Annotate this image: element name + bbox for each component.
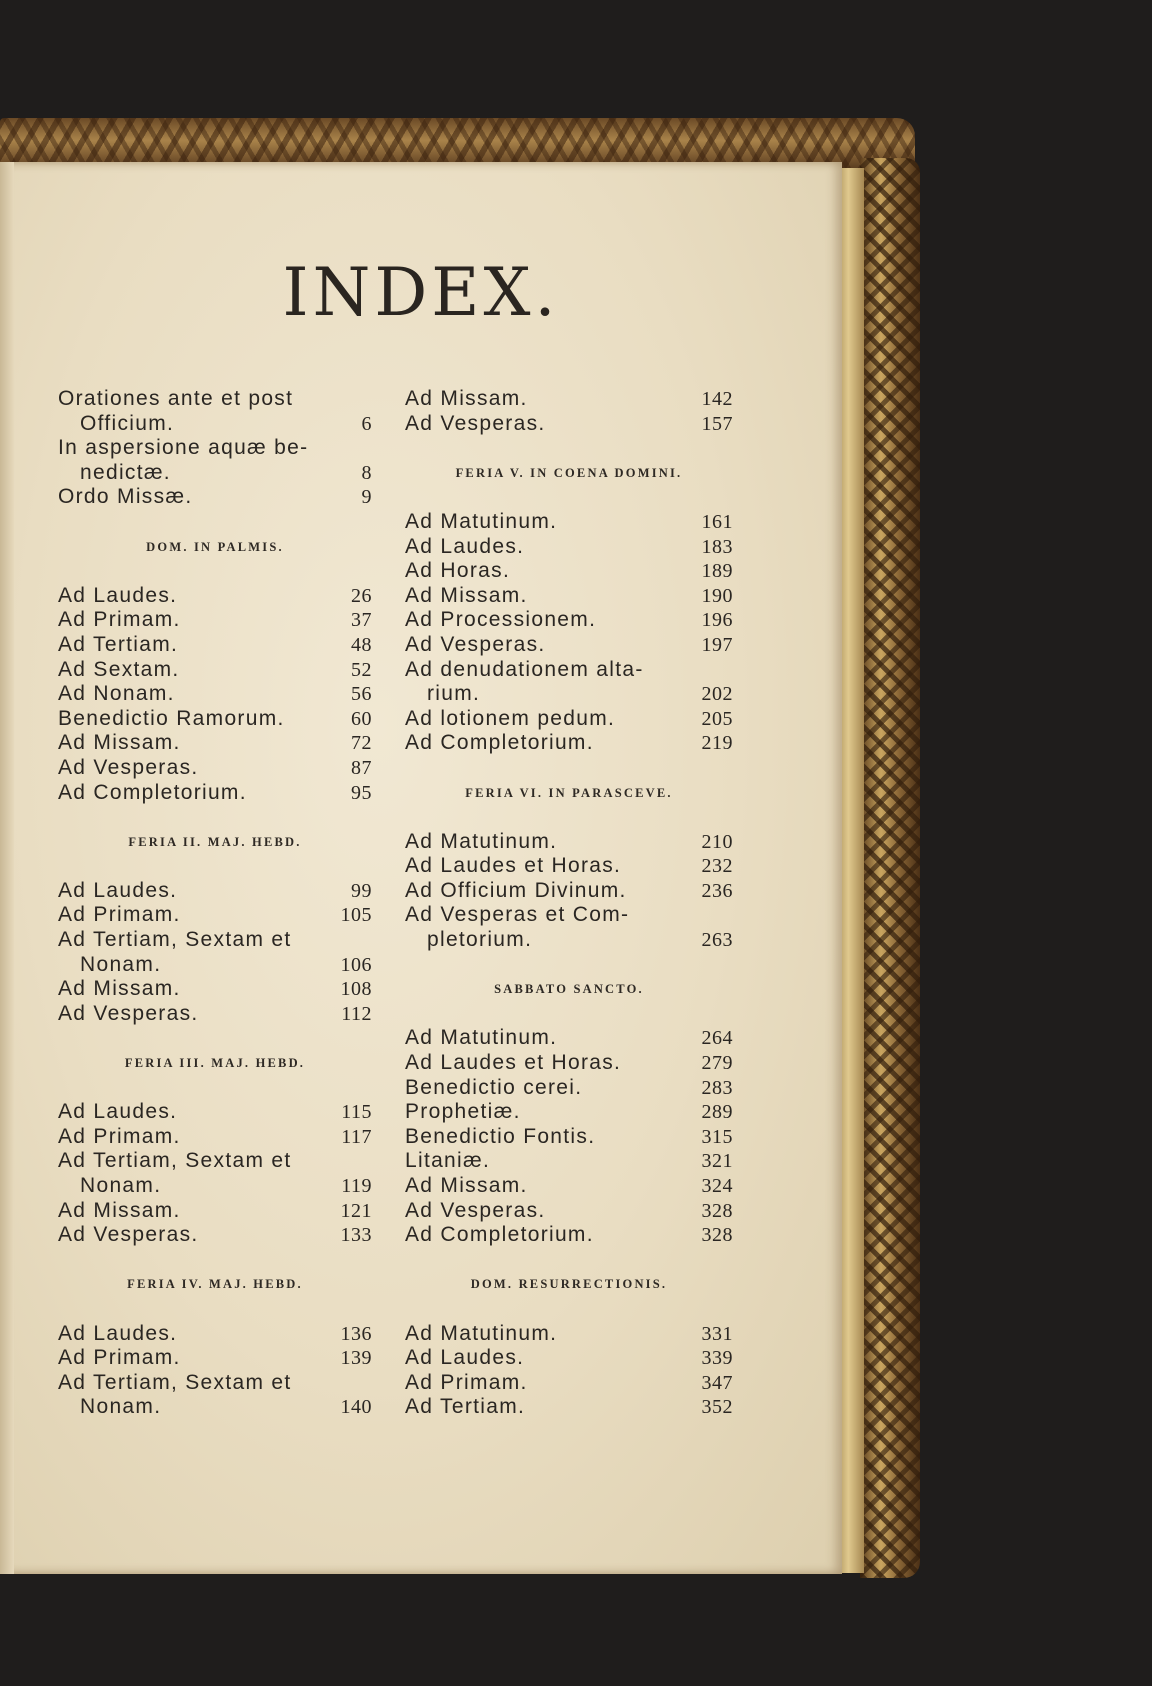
entry-title: Ad Matutinum. [405,1026,558,1050]
index-entry [405,1199,733,1224]
index-entry [405,903,733,928]
book-fore-edge [860,158,920,1578]
index-entry [405,559,733,584]
entry-title: In aspersione aquæ be- [58,436,309,460]
entry-title: Ad Vesperas. [405,411,546,435]
entry-title: Ad Primam. [58,903,181,927]
entry-title: Nonam. [80,1174,162,1197]
index-entry [58,707,372,732]
entry-page-number: 133 [340,1224,372,1247]
entry-page-number: 328 [701,1224,733,1247]
index-entry [405,535,733,560]
index-entry [405,1149,733,1174]
entry-title: Ad Completorium. [58,780,247,804]
entry-title: Ad Horas. [405,559,511,583]
entry-title: Ad Laudes et Horas. [405,1051,622,1075]
index-entry [58,584,372,609]
entry-page-number: 315 [701,1125,733,1148]
entry-title: Ad Nonam. [58,682,175,706]
index-entry [58,1174,372,1199]
section-heading: FERIA III. MAJ. HEBD. [124,1056,306,1071]
entry-title: Ad Laudes. [405,534,525,558]
entry-page-number: 106 [340,953,372,976]
entry-page-number: 48 [351,633,372,656]
entry-page-number: 352 [701,1396,733,1419]
entry-title: Ad Vesperas et Com- [405,903,630,927]
index-entry [58,903,372,928]
entry-title: Ad Matutinum. [405,509,558,533]
index-entry [405,1076,733,1101]
index-entry [405,510,733,535]
index-entry [58,1199,372,1224]
index-entry [405,1125,733,1150]
index-entry [405,1346,733,1371]
entry-page-number: 157 [701,412,733,435]
entry-page-number: 289 [701,1101,733,1124]
entry-title: Ad lotionem pedum. [405,706,616,730]
entry-title: Ad Vesperas. [58,1223,199,1247]
index-entry [58,485,372,510]
entry-title: Prophetiæ. [405,1100,521,1124]
section-heading: FERIA V. IN COENA DOMINI. [455,465,683,480]
entry-page-number: 56 [351,683,372,706]
index-entry [405,1371,733,1396]
entry-page-number: 9 [361,486,372,509]
index-entry [405,1174,733,1199]
index-entry [58,633,372,658]
index-entry [58,1395,372,1420]
index-entry [405,830,733,855]
entry-page-number: 202 [701,683,733,706]
index-entry [58,682,372,707]
entry-title: Ad Missam. [58,731,181,755]
page-title: INDEX. [282,254,560,331]
index-entry [58,1346,372,1371]
entry-page-number: 283 [701,1076,733,1099]
entry-title: Ad Tertiam, Sextam et [58,1370,292,1394]
entry-page-number: 142 [701,388,733,410]
index-entry [58,1149,372,1174]
entry-page-number: 139 [340,1347,372,1370]
entry-page-number: 196 [701,609,733,632]
index-entry [58,461,372,486]
index-entry [405,854,733,879]
entry-page-number: 219 [701,732,733,755]
entry-page-number: 6 [361,412,372,435]
entry-page-number: 140 [340,1396,372,1419]
index-entry [405,731,733,756]
index-entry [405,1051,733,1076]
entry-page-number: 324 [701,1175,733,1197]
index-entry [58,436,372,461]
book [0,118,930,1578]
entry-title: Ad Tertiam, Sextam et [58,928,292,952]
index-entry [405,928,733,953]
section-heading: FERIA VI. IN PARASCEVE. [465,785,673,800]
index-entry [405,1395,733,1420]
entry-title: Litaniæ. [405,1149,491,1173]
entry-page-number: 161 [701,510,733,533]
entry-page-number: 136 [340,1322,372,1345]
entry-title: Ad Primam. [405,1370,528,1394]
index-entry [405,1322,733,1347]
entry-title: Ad Laudes et Horas. [405,854,622,878]
entry-title: Benedictio cerei. [405,1075,583,1099]
entry-title: Nonam. [80,952,162,976]
entry-page-number: 117 [341,1125,372,1148]
entry-title: Ad Missam. [405,1174,528,1197]
index-entry [405,412,733,437]
entry-page-number: 331 [701,1322,733,1345]
entry-title: Ad Sextam. [58,657,180,681]
index-entry [405,633,733,658]
entry-title: Ad Processionem. [405,608,597,632]
entry-title: Ad Missam. [58,977,181,1001]
entry-title: Ad denudationem alta- [405,657,644,681]
entry-title: Ad Matutinum. [405,829,558,853]
index-entry [405,1026,733,1051]
entry-page-number: 121 [340,1199,372,1222]
entry-title: Ad Primam. [58,1346,181,1370]
entry-title: Ad Missam. [405,583,528,607]
index-entry [58,977,372,1002]
entry-title: Benedictio Ramorum. [58,706,285,730]
index-entry [405,879,733,904]
index-entry [405,387,733,412]
index-entry [58,756,372,781]
entry-page-number: 108 [340,978,372,1001]
entry-title: Ad Missam. [58,1198,181,1222]
index-entry [405,658,733,683]
entry-title: Ordo Missæ. [58,485,193,509]
index-entry [58,1125,372,1150]
index-entry [58,412,372,437]
index-entry [405,1223,733,1248]
index-column-right [405,387,733,1420]
index-entry [405,584,733,609]
index-entry [405,608,733,633]
entry-title: Ad Vesperas. [405,632,546,656]
index-entry [58,879,372,904]
entry-title: Ad Tertiam, Sextam et [58,1149,292,1173]
entry-page-number: 232 [701,855,733,878]
entry-title: Ad Laudes. [58,1321,178,1345]
entry-title: Ad Tertiam. [58,632,179,656]
entry-page-number: 205 [701,707,733,730]
section-heading: DOM. IN PALMIS. [146,539,284,554]
index-entry [58,928,372,953]
entry-title: pletorium. [427,928,533,952]
entry-page-number: 26 [351,584,372,607]
index-entry [58,1002,372,1027]
entry-title: Nonam. [80,1395,162,1419]
entry-title: Ad Vesperas. [405,1198,546,1222]
index-entry [58,953,372,978]
entry-page-number: 264 [701,1027,733,1050]
index-entry [405,707,733,732]
entry-page-number: 37 [351,609,372,632]
section-heading: FERIA II. MAJ. HEBD. [128,834,302,849]
entry-page-number: 105 [340,904,372,927]
entry-page-number: 72 [351,732,372,755]
entry-title: Ad Primam. [58,1124,181,1148]
entry-page-number: 328 [701,1199,733,1222]
entry-page-number: 197 [701,633,733,656]
entry-title: rium. [427,682,481,706]
section-heading: DOM. RESURRECTIONIS. [470,1277,668,1292]
entry-page-number: 236 [701,879,733,902]
entry-page-number: 87 [351,756,372,779]
index-entry [58,1223,372,1248]
entry-title: Orationes ante et post [58,387,294,410]
entry-title: Ad Primam. [58,608,181,632]
index-entry [405,1100,733,1125]
entry-title: Officium. [80,411,175,435]
entry-page-number: 189 [701,560,733,583]
entry-page-number: 279 [701,1052,733,1075]
entry-title: Ad Vesperas. [58,1001,199,1025]
entry-page-number: 347 [701,1371,733,1394]
entry-title: nedictæ. [80,460,171,484]
entry-page-number: 263 [701,929,733,952]
index-entry [58,658,372,683]
section-heading: SABBATO SANCTO. [494,982,644,997]
entry-title: Ad Laudes. [58,878,178,902]
entry-page-number: 210 [701,830,733,853]
index-entry [58,1100,372,1125]
entry-title: Ad Vesperas. [58,755,199,779]
entry-page-number: 60 [351,707,372,730]
index-column-left [58,387,372,1420]
index-entry [58,387,372,412]
entry-page-number: 115 [341,1101,372,1124]
entry-title: Ad Completorium. [405,1223,594,1247]
entry-page-number: 8 [361,461,372,484]
entry-page-number: 119 [341,1175,372,1197]
section-heading: FERIA IV. MAJ. HEBD. [127,1277,303,1292]
entry-page-number: 95 [351,781,372,804]
entry-title: Ad Laudes. [58,583,178,607]
entry-title: Ad Completorium. [405,731,594,755]
index-entry [58,731,372,756]
entry-title: Benedictio Fontis. [405,1124,596,1148]
index-entry [58,608,372,633]
entry-title: Ad Matutinum. [405,1321,558,1345]
index-entry [58,1371,372,1396]
entry-page-number: 112 [341,1002,372,1025]
entry-page-number: 52 [351,658,372,681]
index-entry [405,682,733,707]
entry-title: Ad Tertiam. [405,1395,526,1419]
page-gutter [0,162,14,1574]
index-entry [58,1322,372,1347]
entry-page-number: 339 [701,1347,733,1370]
entry-title: Ad Laudes. [58,1100,178,1124]
index-page [0,162,842,1574]
entry-page-number: 99 [351,879,372,902]
index-entry [58,781,372,806]
entry-title: Ad Laudes. [405,1346,525,1370]
entry-title: Ad Officium Divinum. [405,878,627,902]
entry-title: Ad Missam. [405,387,528,410]
entry-page-number: 183 [701,535,733,558]
entry-page-number: 190 [701,584,733,607]
entry-page-number: 321 [701,1150,733,1173]
